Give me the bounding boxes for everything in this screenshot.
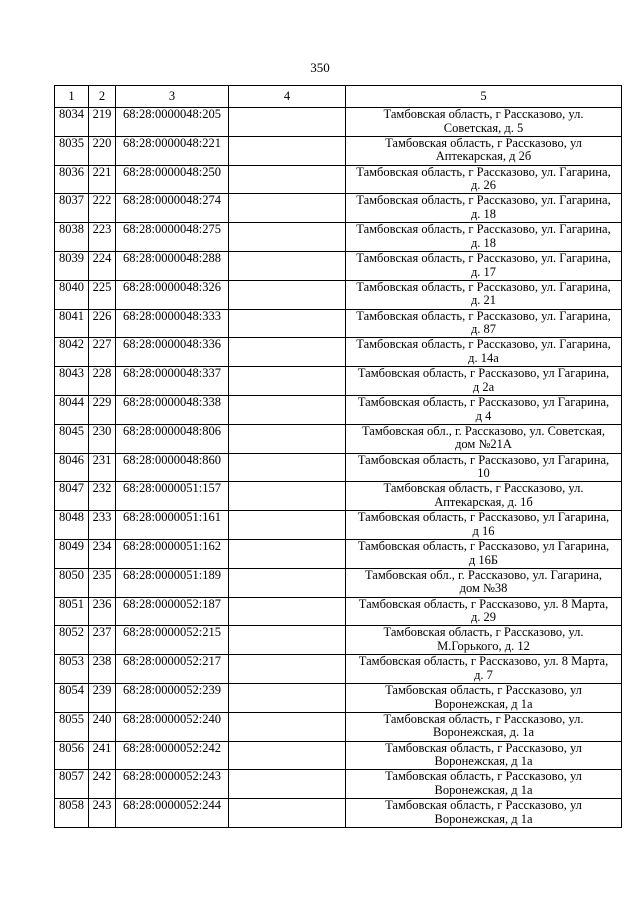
empty-cell — [229, 741, 346, 770]
record-number-cell: 8039 — [55, 251, 89, 280]
empty-cell — [229, 309, 346, 338]
empty-cell — [229, 165, 346, 194]
record-number-cell: 8054 — [55, 683, 89, 712]
page-number: 350 — [310, 60, 330, 75]
column-header-5: 5 — [346, 86, 622, 108]
table-row — [55, 108, 622, 137]
item-number-cell: 227 — [89, 338, 116, 367]
empty-cell — [229, 770, 346, 799]
cadastral-number-cell: 68:28:0000052:217 — [116, 655, 229, 684]
table-row — [55, 511, 622, 540]
address-line-2: д. 87 — [470, 322, 497, 337]
empty-cell — [229, 683, 346, 712]
address-line-1: Тамбовская область, г Рассказово, ул — [385, 769, 582, 784]
cadastral-number-cell: 68:28:0000052:243 — [116, 770, 229, 799]
cadastral-number-cell: 68:28:0000052:239 — [116, 683, 229, 712]
record-number-cell: 8053 — [55, 655, 89, 684]
cadastral-number-cell: 68:28:0000048:336 — [116, 338, 229, 367]
record-number-cell: 8056 — [55, 741, 89, 770]
item-number-cell: 224 — [89, 251, 116, 280]
address-line-2: М.Горького, д. 12 — [437, 638, 530, 653]
cadastral-number-cell: 68:28:0000048:860 — [116, 453, 229, 482]
address-line-2: дом №21А — [455, 437, 512, 452]
empty-cell — [229, 251, 346, 280]
address-cell — [346, 568, 622, 597]
item-number-cell: 243 — [89, 799, 116, 828]
address-line-1: Тамбовская область, г Рассказово, ул. — [383, 625, 584, 640]
address-line-2: Аптекарская, д 2б — [435, 149, 532, 164]
address-line-2: д. 29 — [470, 610, 497, 625]
item-number-cell: 226 — [89, 309, 116, 338]
cadastral-number-cell: 68:28:0000052:242 — [116, 741, 229, 770]
address-line-1: Тамбовская область, г Рассказово, ул. Гагарина, — [356, 309, 611, 323]
record-number-cell: 8052 — [55, 626, 89, 655]
address-cell — [346, 626, 622, 655]
item-number-cell: 230 — [89, 424, 116, 453]
address-line-2: Воронежская, д 1а — [434, 782, 533, 797]
item-number-cell: 234 — [89, 539, 116, 568]
address-line-1: Тамбовская область, г Рассказово, ул. Гагарина, — [356, 222, 611, 237]
record-number-cell: 8055 — [55, 712, 89, 741]
address-line-1: Тамбовская область, г Рассказово, ул. Гагарина, — [356, 337, 611, 352]
empty-cell — [229, 280, 346, 309]
address-line-1: Тамбовская область, г Рассказово, ул Гагарина, — [357, 395, 610, 409]
empty-cell — [229, 395, 346, 424]
record-number-cell: 8043 — [55, 367, 89, 396]
address-cell — [346, 338, 622, 367]
column-header-3: 3 — [116, 86, 229, 108]
address-line-1: Тамбовская обл., г. Рассказово, ул. Гагарина, — [364, 568, 603, 582]
address-line-2: Воронежская, д 1а — [434, 754, 533, 769]
item-number-cell: 236 — [89, 597, 116, 626]
address-line-1: Тамбовская область, г Рассказово, ул. Гагарина, — [356, 280, 611, 294]
address-line-1: Тамбовская область, г Рассказово, ул. — [383, 712, 584, 726]
address-cell — [346, 395, 622, 424]
cadastral-number-cell: 68:28:0000051:161 — [116, 511, 229, 540]
empty-cell — [229, 194, 346, 223]
address-line-1: Тамбовская область, г Рассказово, ул — [385, 683, 582, 697]
address-line-2: Воронежская, д. 1а — [432, 725, 535, 740]
record-number-cell: 8045 — [55, 424, 89, 453]
address-line-2: дом №38 — [459, 581, 508, 596]
record-number-cell: 8042 — [55, 338, 89, 367]
table-row — [55, 799, 622, 828]
table-row — [55, 626, 622, 655]
item-number-cell: 229 — [89, 395, 116, 424]
empty-cell — [229, 136, 346, 165]
record-number-cell: 8040 — [55, 280, 89, 309]
item-number-cell: 219 — [89, 108, 116, 137]
record-number-cell: 8050 — [55, 568, 89, 597]
table-row — [55, 395, 622, 424]
table-row — [55, 482, 622, 511]
table-header-row — [55, 86, 622, 108]
address-line-2: Воронежская, д 1а — [434, 811, 533, 826]
empty-cell — [229, 799, 346, 828]
empty-cell — [229, 223, 346, 252]
record-number-cell: 8047 — [55, 482, 89, 511]
address-line-2: 10 — [477, 466, 490, 481]
record-number-cell: 8049 — [55, 539, 89, 568]
item-number-cell: 220 — [89, 136, 116, 165]
table-body — [55, 108, 622, 828]
cadastral-number-cell: 68:28:0000048:806 — [116, 424, 229, 453]
item-number-cell: 221 — [89, 165, 116, 194]
empty-cell — [229, 539, 346, 568]
address-cell — [346, 712, 622, 741]
address-line-1: Тамбовская область, г Рассказово, ул Гагарина, — [357, 453, 610, 467]
record-number-cell: 8041 — [55, 309, 89, 338]
item-number-cell: 239 — [89, 683, 116, 712]
address-cell — [346, 108, 622, 137]
empty-cell — [229, 655, 346, 684]
cadastral-number-cell: 68:28:0000048:333 — [116, 309, 229, 338]
cadastral-number-cell: 68:28:0000052:215 — [116, 626, 229, 655]
empty-cell — [229, 568, 346, 597]
address-line-2: д 2а — [472, 379, 495, 394]
item-number-cell: 240 — [89, 712, 116, 741]
record-number-cell: 8038 — [55, 223, 89, 252]
table-row — [55, 338, 622, 367]
record-number-cell: 8036 — [55, 165, 89, 194]
item-number-cell: 228 — [89, 367, 116, 396]
address-line-1: Тамбовская область, г Рассказово, ул Гагарина, — [357, 539, 610, 553]
address-line-1: Тамбовская область, г Рассказово, ул. Гагарина, — [356, 165, 611, 179]
table-row — [55, 424, 622, 453]
table-row — [55, 367, 622, 396]
record-number-cell: 8037 — [55, 194, 89, 223]
address-cell — [346, 655, 622, 684]
address-line-1: Тамбовская область, г Рассказово, ул — [385, 136, 582, 150]
record-number-cell: 8044 — [55, 395, 89, 424]
item-number-cell: 233 — [89, 511, 116, 540]
address-line-2: д. 18 — [470, 235, 497, 250]
cadastral-number-cell: 68:28:0000052:244 — [116, 799, 229, 828]
table-row — [55, 194, 622, 223]
table-row — [55, 223, 622, 252]
empty-cell — [229, 108, 346, 137]
address-line-2: д 16Б — [468, 552, 499, 567]
address-line-1: Тамбовская область, г Рассказово, ул. Гагарина, — [356, 193, 611, 208]
address-cell — [346, 597, 622, 626]
record-number-cell: 8046 — [55, 453, 89, 482]
record-number-cell: 8034 — [55, 108, 89, 137]
address-cell — [346, 770, 622, 799]
property-table — [54, 85, 622, 828]
table-row — [55, 165, 622, 194]
cadastral-number-cell: 68:28:0000052:187 — [116, 597, 229, 626]
cadastral-number-cell: 68:28:0000051:189 — [116, 568, 229, 597]
item-number-cell: 222 — [89, 194, 116, 223]
address-line-1: Тамбовская область, г Рассказово, ул Гагарина, — [357, 510, 610, 525]
address-line-2: д 4 — [475, 408, 492, 423]
address-line-1: Тамбовская область, г Рассказово, ул. Гагарина, — [356, 251, 611, 265]
address-line-2: д. 7 — [474, 667, 493, 682]
empty-cell — [229, 424, 346, 453]
record-number-cell: 8035 — [55, 136, 89, 165]
record-number-cell: 8048 — [55, 511, 89, 540]
address-cell — [346, 741, 622, 770]
table-row — [55, 655, 622, 684]
empty-cell — [229, 712, 346, 741]
empty-cell — [229, 597, 346, 626]
cadastral-number-cell: 68:28:0000048:326 — [116, 280, 229, 309]
table-row — [55, 597, 622, 626]
address-cell — [346, 511, 622, 540]
cadastral-number-cell: 68:28:0000051:162 — [116, 539, 229, 568]
address-line-2: Аптекарская, д. 1б — [434, 494, 533, 509]
table-row — [55, 136, 622, 165]
cadastral-number-cell: 68:28:0000048:205 — [116, 108, 229, 137]
address-line-2: д. 21 — [470, 293, 497, 308]
item-number-cell: 238 — [89, 655, 116, 684]
empty-cell — [229, 626, 346, 655]
cadastral-number-cell: 68:28:0000048:250 — [116, 165, 229, 194]
address-line-1: Тамбовская область, г Рассказово, ул. — [383, 481, 584, 496]
column-header-1: 1 — [55, 86, 89, 108]
address-cell — [346, 165, 622, 194]
empty-cell — [229, 482, 346, 511]
item-number-cell: 242 — [89, 770, 116, 799]
address-line-1: Тамбовская область, г Рассказово, ул — [385, 741, 582, 755]
address-cell — [346, 482, 622, 511]
address-line-1: Тамбовская обл., г. Рассказово, ул. Советская, — [361, 424, 606, 438]
column-header-4: 4 — [229, 86, 346, 108]
table-row — [55, 770, 622, 799]
record-number-cell: 8057 — [55, 770, 89, 799]
address-line-2: д. 17 — [470, 264, 497, 279]
cadastral-number-cell: 68:28:0000048:337 — [116, 367, 229, 396]
address-line-2: д. 18 — [470, 206, 497, 221]
address-line-1: Тамбовская область, г Рассказово, ул. — [383, 107, 584, 121]
address-cell — [346, 194, 622, 223]
record-number-cell: 8051 — [55, 597, 89, 626]
table-row — [55, 280, 622, 309]
column-header-2: 2 — [89, 86, 116, 108]
address-line-1: Тамбовская область, г Рассказово, ул. 8 Марта, — [358, 654, 609, 669]
address-line-2: д. 26 — [470, 178, 497, 193]
address-cell — [346, 424, 622, 453]
address-cell — [346, 309, 622, 338]
empty-cell — [229, 367, 346, 396]
empty-cell — [229, 453, 346, 482]
cadastral-number-cell: 68:28:0000048:274 — [116, 194, 229, 223]
address-line-1: Тамбовская область, г Рассказово, ул Гагарина, — [357, 366, 610, 381]
item-number-cell: 237 — [89, 626, 116, 655]
address-cell — [346, 223, 622, 252]
address-cell — [346, 453, 622, 482]
table-row — [55, 453, 622, 482]
address-cell — [346, 136, 622, 165]
cadastral-number-cell: 68:28:0000048:275 — [116, 223, 229, 252]
table-row — [55, 568, 622, 597]
table-row — [55, 309, 622, 338]
table-row — [55, 251, 622, 280]
address-cell — [346, 539, 622, 568]
address-line-2: д 16 — [472, 523, 495, 538]
item-number-cell: 235 — [89, 568, 116, 597]
empty-cell — [229, 511, 346, 540]
address-cell — [346, 799, 622, 828]
address-line-2: д. 14а — [468, 350, 499, 365]
address-line-2: Воронежская, д 1а — [434, 696, 533, 711]
address-cell — [346, 683, 622, 712]
cadastral-number-cell: 68:28:0000052:240 — [116, 712, 229, 741]
table-row — [55, 683, 622, 712]
address-line-2: Советская, д. 5 — [443, 120, 524, 135]
table-row — [55, 712, 622, 741]
item-number-cell: 241 — [89, 741, 116, 770]
cadastral-number-cell: 68:28:0000048:338 — [116, 395, 229, 424]
cadastral-number-cell: 68:28:0000048:288 — [116, 251, 229, 280]
cadastral-number-cell: 68:28:0000048:221 — [116, 136, 229, 165]
address-cell — [346, 367, 622, 396]
address-cell — [346, 280, 622, 309]
table-row — [55, 741, 622, 770]
item-number-cell: 223 — [89, 223, 116, 252]
address-cell — [346, 251, 622, 280]
item-number-cell: 231 — [89, 453, 116, 482]
address-line-1: Тамбовская область, г Рассказово, ул. 8 Марта, — [358, 597, 609, 611]
address-line-1: Тамбовская область, г Рассказово, ул — [385, 798, 582, 813]
item-number-cell: 232 — [89, 482, 116, 511]
empty-cell — [229, 338, 346, 367]
cadastral-number-cell: 68:28:0000051:157 — [116, 482, 229, 511]
item-number-cell: 225 — [89, 280, 116, 309]
table-row — [55, 539, 622, 568]
record-number-cell: 8058 — [55, 799, 89, 828]
